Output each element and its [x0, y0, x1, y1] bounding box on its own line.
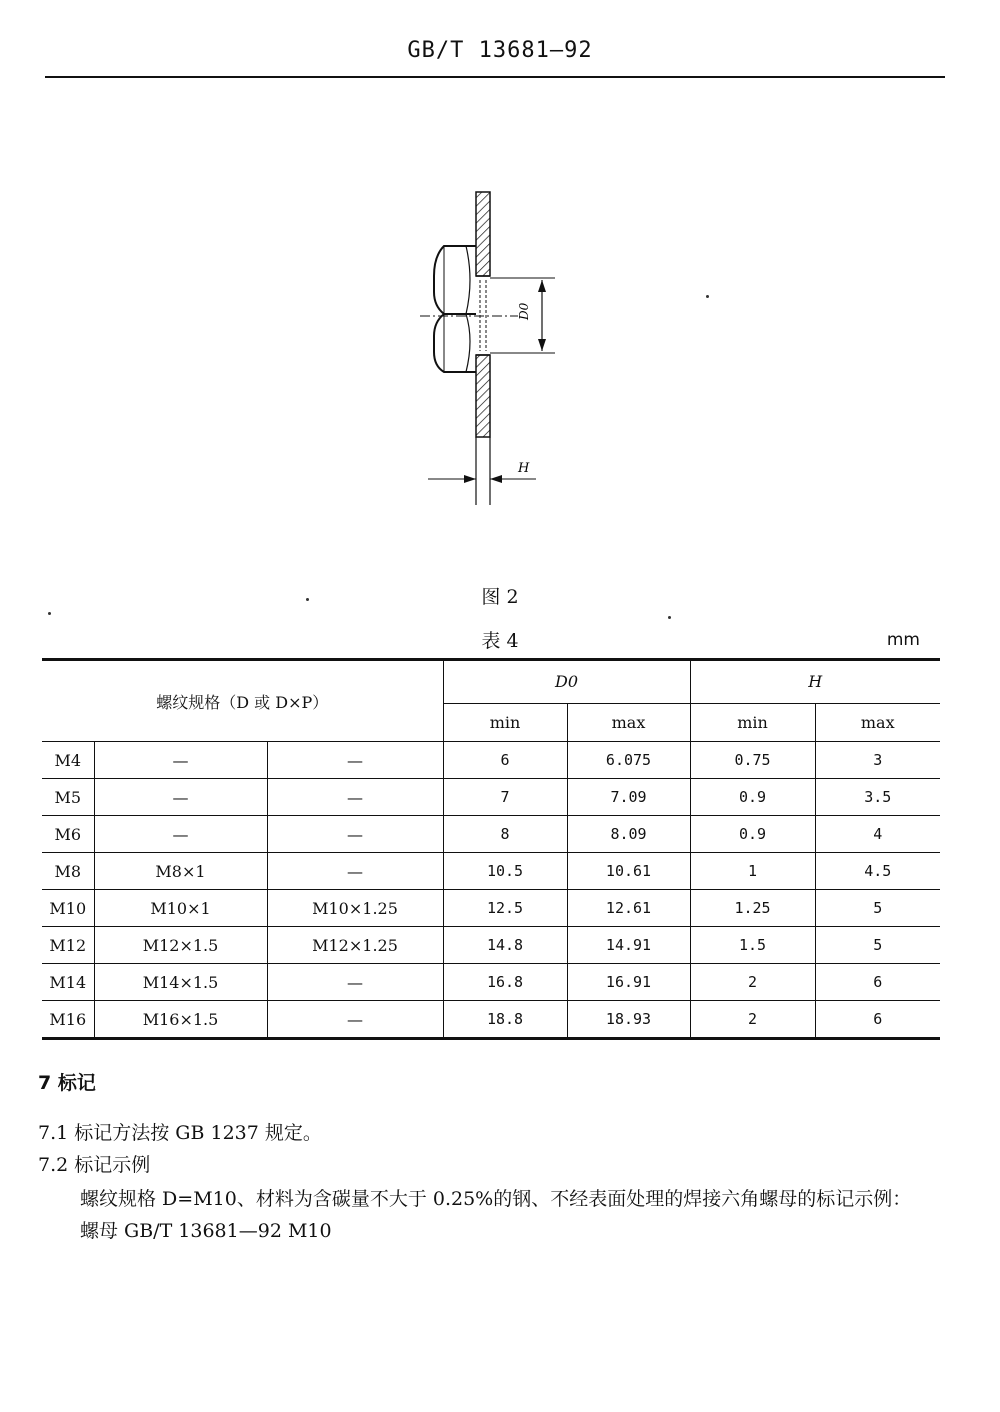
- plate-lower-section: [476, 355, 490, 437]
- thread-d-cell: M12: [42, 927, 94, 964]
- plate-upper-section: [476, 192, 490, 276]
- thread-dxp2-cell: —: [267, 779, 443, 816]
- h-min-header: min: [690, 703, 815, 741]
- thread-dxp1-cell: M10×1: [94, 890, 267, 927]
- d0-max-cell: 18.93: [567, 1001, 690, 1039]
- h-min-cell: 2: [690, 1001, 815, 1039]
- d0-max-cell: 12.61: [567, 890, 690, 927]
- thread-d-cell: M5: [42, 779, 94, 816]
- thread-dxp2-cell: —: [267, 964, 443, 1001]
- header-rule: [45, 76, 945, 78]
- standard-code-header: GB/T 13681—92: [407, 38, 593, 63]
- h-max-cell: 4.5: [815, 853, 940, 890]
- h-min-cell: 1: [690, 853, 815, 890]
- table-unit: mm: [886, 630, 920, 650]
- h-max-cell: 4: [815, 816, 940, 853]
- h-min-cell: 0.75: [690, 742, 815, 779]
- h-min-cell: 2: [690, 964, 815, 1001]
- scan-speck: [706, 295, 709, 298]
- h-max-header: max: [815, 703, 940, 741]
- thread-d-cell: M8: [42, 853, 94, 890]
- table-row: [42, 742, 940, 779]
- d0-min-cell: 7: [443, 779, 567, 816]
- thread-d-cell: M6: [42, 816, 94, 853]
- d0-min-cell: 16.8: [443, 964, 567, 1001]
- weld-nut-drawing: [400, 180, 600, 510]
- d0-max-cell: 8.09: [567, 816, 690, 853]
- table-header-row: [42, 660, 940, 704]
- h-min-cell: 1.5: [690, 927, 815, 964]
- h-min-cell: 0.9: [690, 816, 815, 853]
- d0-min-cell: 12.5: [443, 890, 567, 927]
- figure-caption: 图 2: [481, 586, 519, 608]
- thread-dxp2-cell: —: [267, 1001, 443, 1039]
- h-header: H: [690, 660, 940, 704]
- section-7-2: 7.2 标记示例: [38, 1154, 151, 1176]
- d0-max-cell: 6.075: [567, 742, 690, 779]
- h-max-cell: 3: [815, 742, 940, 779]
- thread-d-cell: M14: [42, 964, 94, 1001]
- thread-dxp1-cell: M16×1.5: [94, 1001, 267, 1039]
- table-row: [42, 779, 940, 816]
- d0-min-header: min: [443, 703, 567, 741]
- section-7-1: 7.1 标记方法按 GB 1237 规定。: [38, 1122, 322, 1144]
- h-max-cell: 5: [815, 890, 940, 927]
- d0-max-cell: 7.09: [567, 779, 690, 816]
- thread-dxp1-cell: —: [94, 779, 267, 816]
- thread-dxp2-cell: —: [267, 853, 443, 890]
- thread-dxp2-cell: M10×1.25: [267, 890, 443, 927]
- table-row: [42, 890, 940, 927]
- marking-example-description: 螺纹规格 D=M10、材料为含碳量不大于 0.25%的钢、不经表面处理的焊接六角螺母的标记示例：: [80, 1188, 912, 1210]
- d0-max-cell: 16.91: [567, 964, 690, 1001]
- table-row: [42, 853, 940, 890]
- thread-dxp1-cell: —: [94, 816, 267, 853]
- thread-dxp2-cell: —: [267, 742, 443, 779]
- thread-d-cell: M16: [42, 1001, 94, 1039]
- table-title: 表 4: [481, 630, 519, 652]
- h-dim-label: H: [518, 461, 530, 476]
- table-row: [42, 1001, 940, 1039]
- thread-d-cell: M10: [42, 890, 94, 927]
- thread-dxp1-cell: M8×1: [94, 853, 267, 890]
- thread-spec-header: 螺纹规格（D 或 D×P）: [42, 660, 443, 742]
- d0-max-header: max: [567, 703, 690, 741]
- thread-dxp1-cell: M14×1.5: [94, 964, 267, 1001]
- thread-dxp2-cell: M12×1.25: [267, 927, 443, 964]
- h-min-cell: 0.9: [690, 779, 815, 816]
- d0-header: D0: [443, 660, 690, 704]
- d0-max-cell: 10.61: [567, 853, 690, 890]
- scan-speck: [668, 616, 671, 619]
- thread-dxp2-cell: —: [267, 816, 443, 853]
- h-max-cell: 6: [815, 1001, 940, 1039]
- thread-dxp1-cell: —: [94, 742, 267, 779]
- thread-d-cell: M4: [42, 742, 94, 779]
- h-max-cell: 3.5: [815, 779, 940, 816]
- d0-min-cell: 8: [443, 816, 567, 853]
- h-max-cell: 6: [815, 964, 940, 1001]
- d0-min-cell: 6: [443, 742, 567, 779]
- marking-example: 螺母 GB/T 13681—92 M10: [80, 1220, 332, 1242]
- thread-dxp1-cell: M12×1.5: [94, 927, 267, 964]
- table-row: [42, 964, 940, 1001]
- d0-min-cell: 18.8: [443, 1001, 567, 1039]
- section-7-heading: 7 标记: [38, 1072, 96, 1094]
- d0-max-cell: 14.91: [567, 927, 690, 964]
- dimensions-table: [42, 658, 940, 1040]
- d0-min-cell: 10.5: [443, 853, 567, 890]
- h-max-cell: 5: [815, 927, 940, 964]
- d0-min-cell: 14.8: [443, 927, 567, 964]
- d0-dim-label: D0: [517, 302, 531, 320]
- h-min-cell: 1.25: [690, 890, 815, 927]
- scan-speck: [48, 612, 51, 615]
- table-row: [42, 816, 940, 853]
- table-row: [42, 927, 940, 964]
